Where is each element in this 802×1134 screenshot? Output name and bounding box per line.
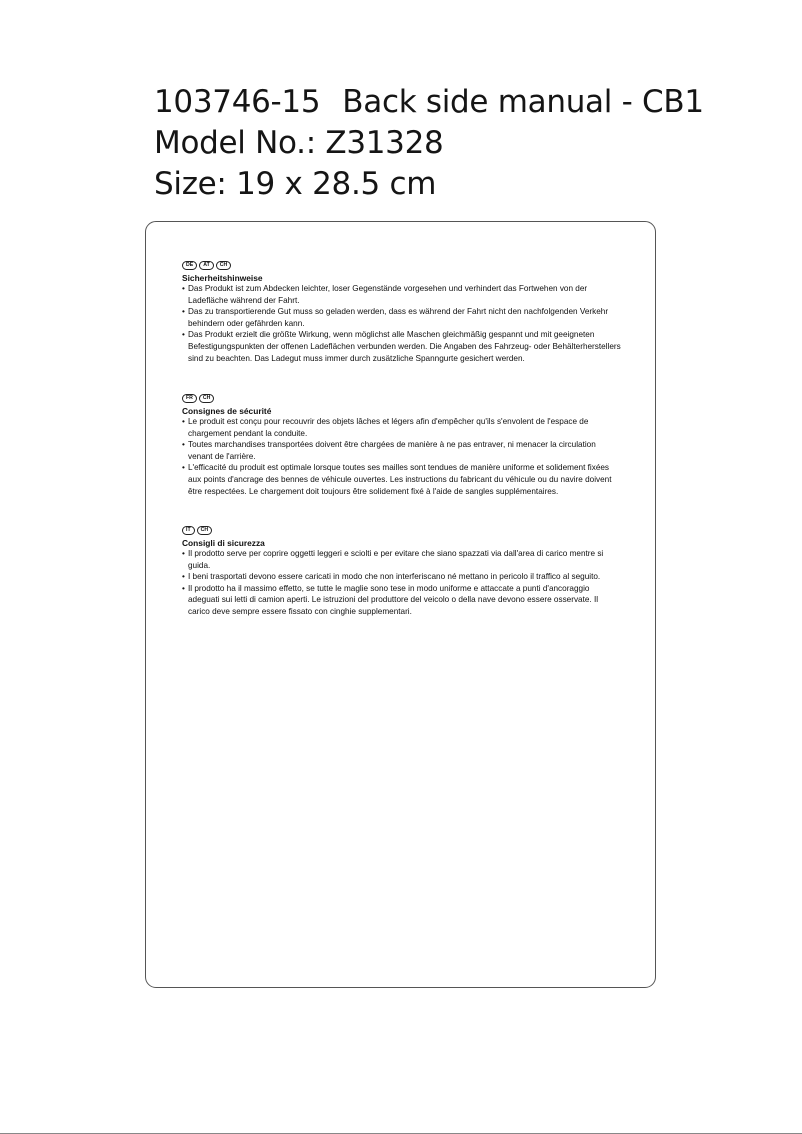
bullet-icon: • (182, 572, 185, 582)
country-badges (182, 526, 622, 535)
country-badges (182, 394, 622, 403)
document-title: Back side manual - CB1 (342, 84, 704, 120)
bullet-icon: • (182, 440, 185, 450)
list-item-text: Le produit est conçu pour recouvrir des objets lâches et légers afin d'empêcher qu'ils s'envolent de l'espace de chargement pendant la conduite. (188, 417, 589, 438)
list-item-text: Il prodotto ha il massimo effetto, se tutte le maglie sono tese in modo uniforme e attaccate a punti d'ancoraggio adeguati sui letti di camion aperti. Le istruzioni del produttore del veicolo o della nave devono essere osservate. Il carico deve sempre essere fissato con cinghie supplementari. (188, 583, 599, 616)
country-badge: IT (182, 526, 195, 535)
list-item-text: Das Produkt ist zum Abdecken leichter, loser Gegenstände vorgesehen und verhindert das Fortwehen von der Ladefläche während der Fahrt. (188, 284, 588, 305)
list-item (182, 329, 622, 364)
bullet-icon: • (182, 463, 185, 473)
size-info: Size: 19 x 28.5 cm (154, 166, 437, 202)
bullet-icon: • (182, 549, 185, 558)
document-header (154, 82, 704, 205)
country-badge: CH (199, 394, 215, 403)
header-title-line (154, 82, 704, 123)
article-code: 103746-15 (154, 84, 321, 120)
country-badges (182, 261, 622, 270)
section-de (182, 261, 622, 364)
list-item-text: I beni trasportati devono essere caricati in modo che non interferiscano né mettano in pericolo il traffico al seguito. (188, 572, 601, 582)
section-title: Consigli di sicurezza (182, 538, 265, 548)
list-item (182, 462, 622, 497)
list-item (182, 439, 622, 462)
section-title: Sicherheitshinweise (182, 273, 263, 283)
country-badge: CH (197, 526, 213, 535)
section-title: Consignes de sécurité (182, 406, 272, 416)
list-item (182, 583, 622, 618)
list-item-text: Das Produkt erzielt die größte Wirkung, wenn möglichst alle Maschen gleichmäßig gespannt und mit geeigneten Befestigungspunkten der offenen Ladeflächen verbunden werden. Die Angaben des Fahrzeug- oder Behälterherstellers sind zu beachten. Das Ladegut muss immer durch zusätzliche Spanngurte gesichert werden. (188, 330, 621, 363)
bullet-icon: • (182, 583, 185, 593)
list-item (182, 548, 622, 571)
list-item (182, 416, 622, 439)
model-number: Model No.: Z31328 (154, 125, 444, 161)
country-badge: CH (216, 261, 232, 270)
list-item-text: L'efficacité du produit est optimale lorsque toutes ses mailles sont tendues de manière uniforme et solidement fixées aux points d'ancrage des bennes de véhicule ouvertes. Les instructions du fabricant du véhicule ou du navire doivent être respectées. Le chargement doit toujours être solidement fixé à l'aide de sangles supplémentaires. (188, 463, 612, 496)
bullet-icon: • (182, 417, 185, 426)
country-badge: AT (199, 261, 214, 270)
bullet-icon: • (182, 330, 185, 340)
bullet-icon: • (182, 284, 185, 293)
list-item-text: Toutes marchandises transportées doivent être chargées de manière à ne pas entraver, ni menacer la circulation venant de l'arrière. (188, 440, 596, 461)
bullet-icon: • (182, 307, 185, 317)
list-item (182, 283, 622, 306)
list-item-text: Il prodotto serve per coprire oggetti leggeri e sciolti e per evitare che siano spazzati via dall'area di carico mentre si guida. (188, 549, 604, 570)
list-item (182, 571, 622, 583)
section-fr (182, 394, 622, 497)
country-badge: FR (182, 394, 197, 403)
section-it (182, 526, 622, 618)
list-item-text: Das zu transportierende Gut muss so geladen werden, dass es während der Fahrt nicht den nachfolgenden Verkehr behindern oder gefährden kann. (188, 307, 609, 328)
list-item (182, 306, 622, 329)
country-badge: DE (182, 261, 197, 270)
